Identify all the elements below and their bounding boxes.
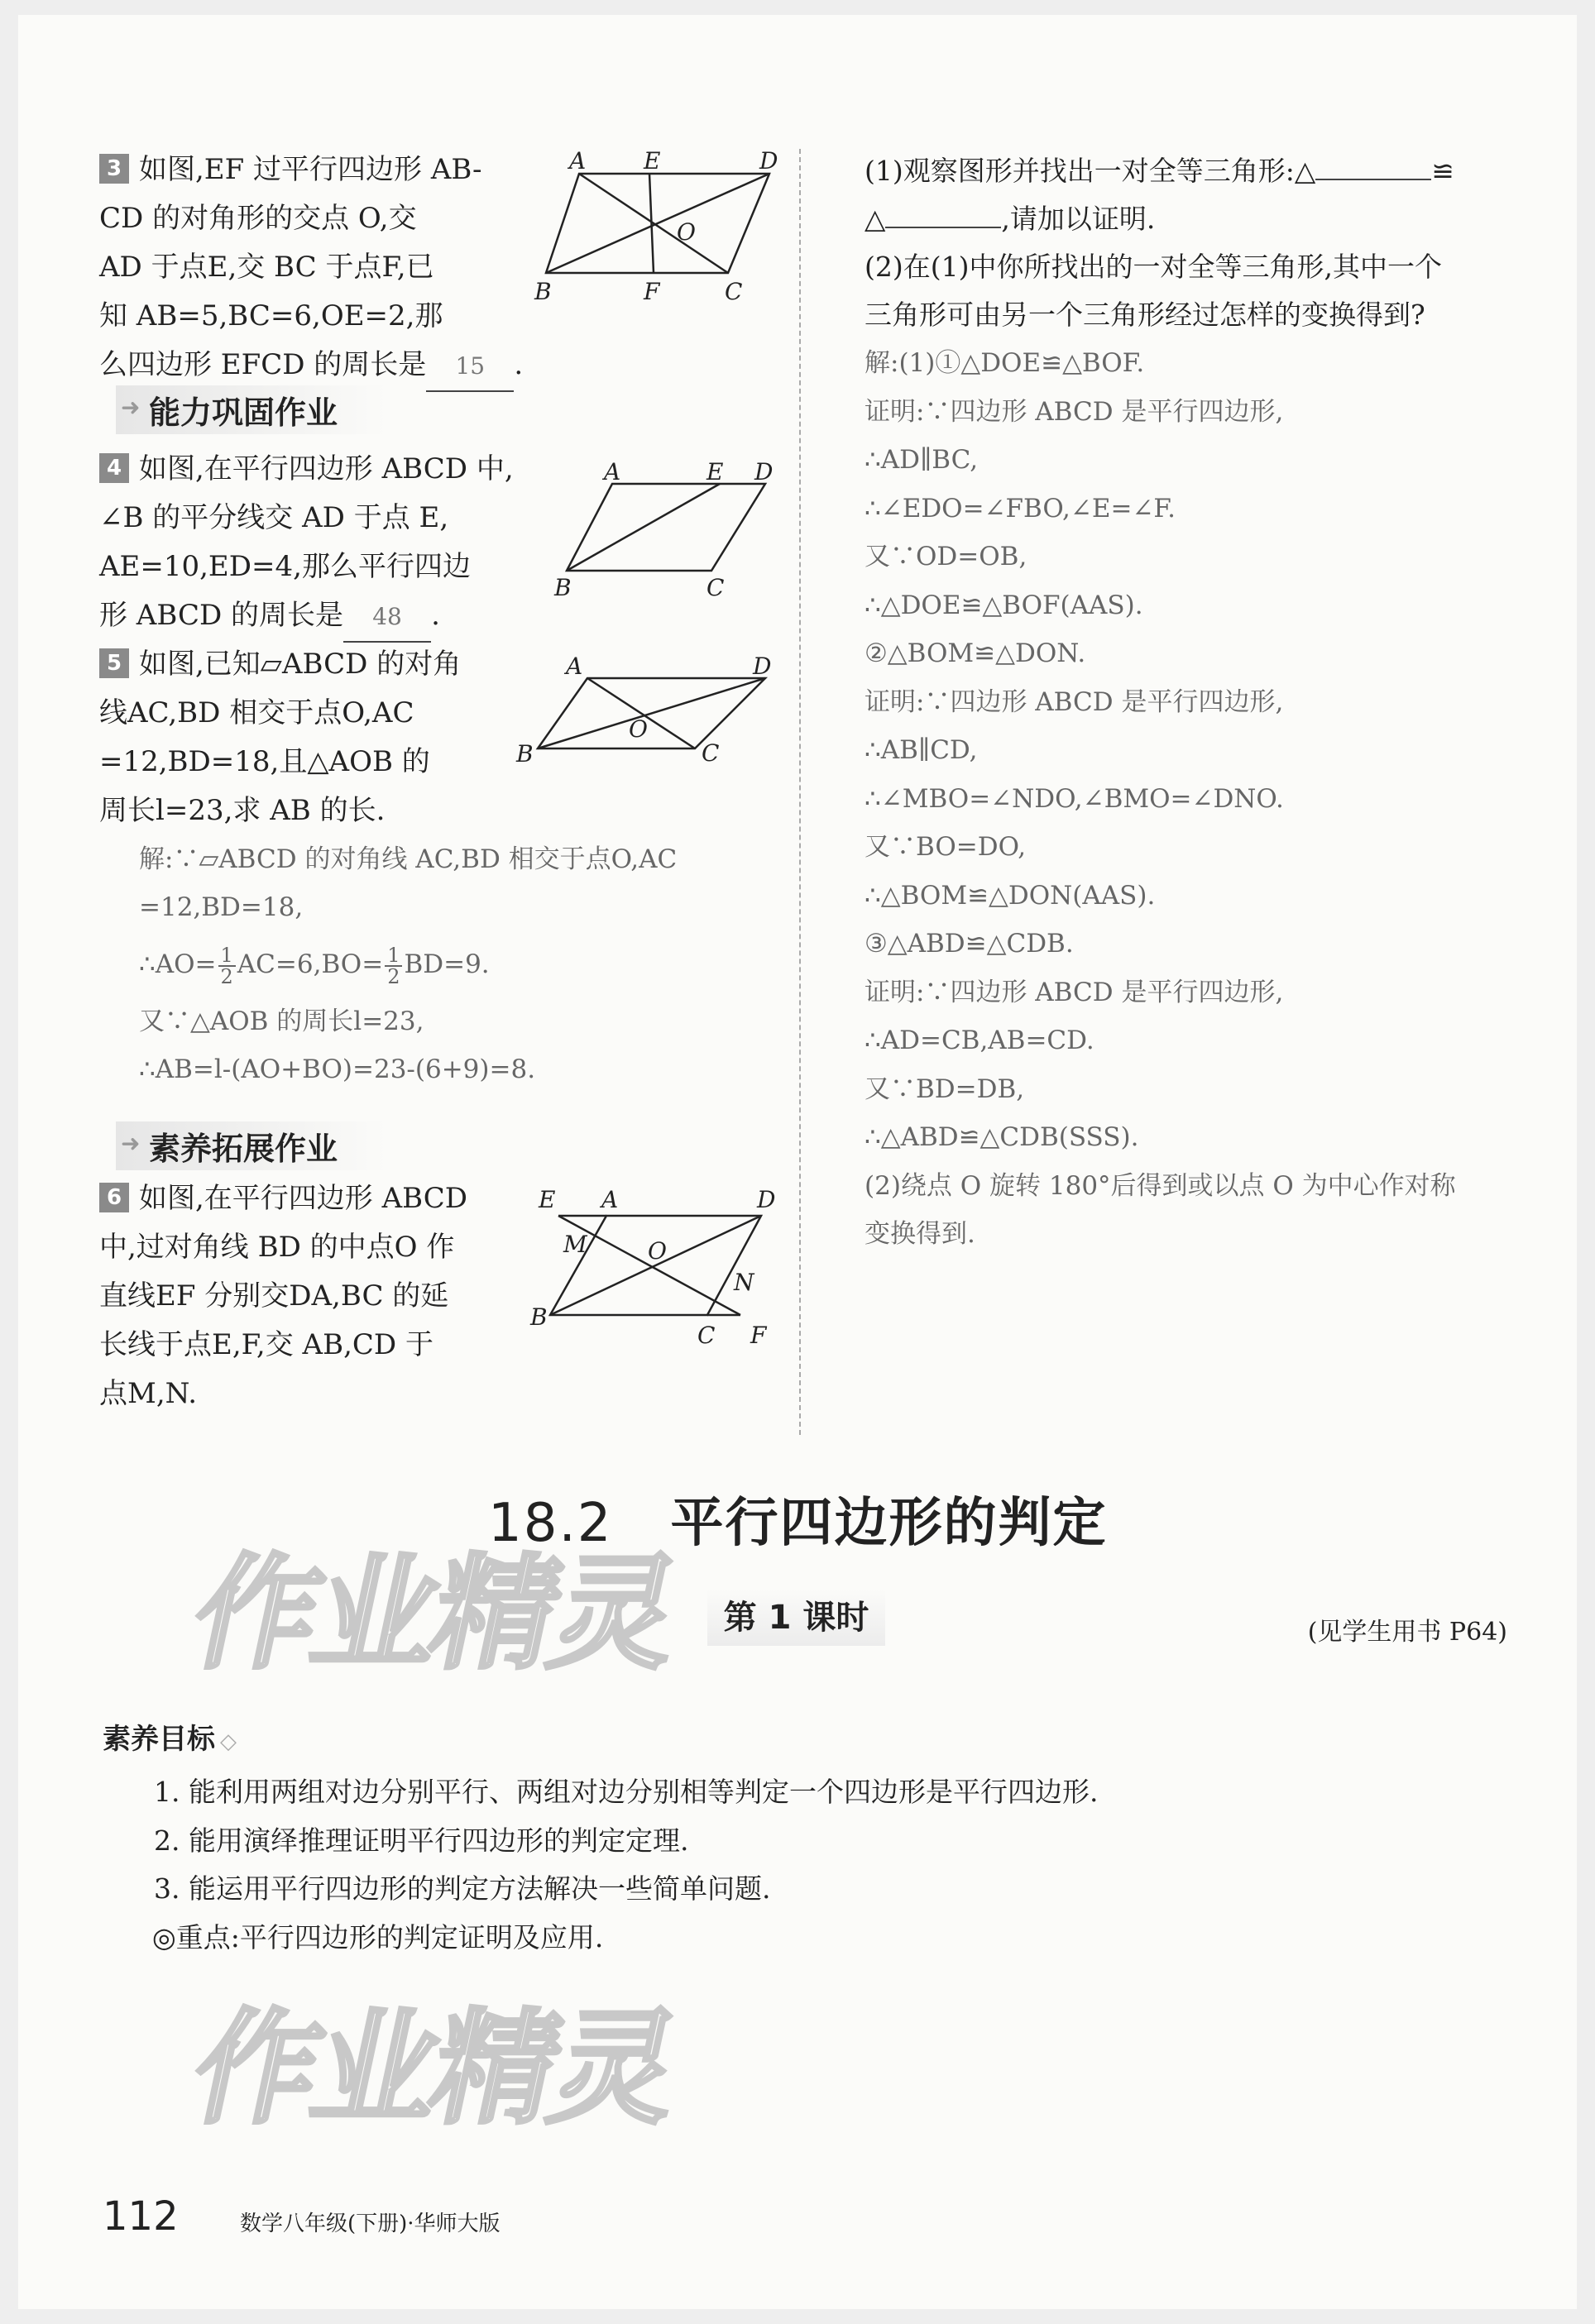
label-A: A bbox=[604, 458, 621, 485]
figure-problem-5 bbox=[513, 649, 786, 786]
watermark: 作业精灵 bbox=[180, 1997, 688, 2141]
column-divider bbox=[799, 149, 801, 1435]
figure-problem-3 bbox=[529, 149, 786, 314]
problem-number: 4 bbox=[99, 453, 129, 483]
problem-number: 3 bbox=[99, 154, 129, 184]
label-A: A bbox=[601, 1186, 619, 1213]
label-D: D bbox=[759, 149, 778, 175]
label-E: E bbox=[644, 149, 661, 175]
fraction: $\frac{1}{2}$ bbox=[385, 945, 402, 987]
label-E: E bbox=[706, 458, 724, 485]
label-O: O bbox=[629, 715, 648, 743]
problem-5: 5 如图,已知▱ABCD 的对角 线AC,BD 相交于点O,AC =12,BD=18,且△AOB 的 周长l=23,求 AB 的长. bbox=[99, 648, 462, 827]
label-D: D bbox=[754, 458, 774, 485]
section-heading-ability: ➜ 能力巩固作业 bbox=[116, 385, 387, 434]
arrow-icon: ➜ bbox=[121, 1130, 141, 1157]
footer: 数学八年级(下册)·华师大版 bbox=[240, 2212, 501, 2236]
arrow-icon: ➜ bbox=[121, 394, 141, 421]
label-D: D bbox=[753, 653, 772, 680]
label-C: C bbox=[702, 739, 720, 767]
label-B: B bbox=[516, 740, 534, 767]
label-E: E bbox=[539, 1186, 556, 1213]
solution-problem-6: 解:(1)①△DOE≌△BOF. 证明:∵四边形 ABCD 是平行四边形, ∴AD∥BC, ∴∠EDO=∠FBO,∠E=∠F. 又∵OD=OB, ∴△DOE≌△BOF(AAS). ②△BOM≌△DON. 证明:∵四边形 ABCD 是平行四边形, ∴AB∥CD, ∴∠MBO=∠NDO,∠BMO=∠DNO. 又∵BO=DO, ∴△BOM≌△DON(AAS). ③△ABD≌△CDB. 证明:∵四边形 ABCD 是平行四边形, ∴AD=CB,AB=CD. 又∵BD=DB, ∴△ABD≌△CDB(SSS). (2)绕点 O 旋转 180°后得到或以点 O 为中心作对称 变换得到. bbox=[865, 348, 1456, 1249]
page-number: 112 bbox=[103, 2193, 179, 2240]
blank bbox=[885, 227, 1001, 228]
label-C: C bbox=[697, 1322, 716, 1348]
figure-problem-4 bbox=[546, 455, 786, 600]
problem-number: 5 bbox=[99, 648, 129, 678]
label-M: M bbox=[563, 1231, 587, 1258]
label-A: A bbox=[569, 149, 587, 175]
label-O: O bbox=[677, 218, 696, 246]
goals-list: 1. 能利用两组对边分别平行、两组对边分别相等判定一个四边形是平行四边形. 2. 能用演绎推理证明平行四边形的判定定理. 3. 能运用平行四边形的判定方法解决一些简单问题. ◎重点:平行四边形的判定证明及应用. bbox=[152, 1776, 1099, 1953]
problem-number: 6 bbox=[99, 1183, 129, 1212]
reference-note: (见学生用书 P64) bbox=[1307, 1618, 1507, 1647]
figure-problem-6 bbox=[525, 1183, 790, 1348]
lesson-label: 第 1 课时 bbox=[707, 1590, 885, 1646]
answer-blank: 48 bbox=[343, 592, 431, 643]
goals-heading: 素养目标 ◇ bbox=[103, 1723, 237, 1756]
label-C: C bbox=[706, 574, 725, 600]
solution-problem-5: 解:∵▱ABCD 的对角线 AC,BD 相交于点O,AC =12,BD=18, ∴AO= $\frac{1}{2}$ AC=6,BO= $\frac{1}{2}$ BD=9. 又∵△AOB 的周长l=23, ∴AB=l-(AO+BO)=23-(6+9)=8. bbox=[139, 844, 678, 1084]
problem-4: 4 如图,在平行四边形 ABCD 中, ∠B 的平分线交 AD 于点 E, AE=10,ED=4,那么平行四边 形 ABCD 的周长是 48 . bbox=[99, 445, 546, 643]
watermark: 作业精灵 bbox=[180, 1542, 688, 1686]
label-F: F bbox=[644, 278, 660, 305]
fraction: $\frac{1}{2}$ bbox=[218, 945, 236, 987]
problem-6: 6 如图,在平行四边形 ABCD 中,过对角线 BD 的中点O 作 直线EF 分别交DA,BC 的延 长线于点E,F,交 AB,CD 于 点M,N. bbox=[99, 1182, 468, 1410]
label-A: A bbox=[566, 653, 583, 680]
section-heading-extension: ➜ 素养拓展作业 bbox=[116, 1121, 387, 1170]
diamond-icon: ◇ bbox=[220, 1729, 237, 1754]
answer-blank: 15 bbox=[426, 342, 514, 392]
label-D: D bbox=[757, 1186, 776, 1213]
label-F: F bbox=[750, 1322, 767, 1348]
label-B: B bbox=[554, 574, 572, 600]
problem-6-continued: (1)观察图形并找出一对全等三角形:△ ≌ △ ,请加以证明. (2)在(1)中你所找出的一对全等三角形,其中一个 三角形可由另一个三角形经过怎样的变换得到? 解:(1)①△DOE≌△BOF. 证明:∵四边形 ABCD 是平行四边形, ∴AD∥BC, ∴∠EDO=∠FBO,∠E=∠F. 又∵OD=OB, ∴△DOE≌△BOF(AAS). ②△BOM≌△DON. 证明:∵四边形 ABCD 是平行四边形, ∴AB∥CD, ∴∠MBO=∠NDO,∠BMO=∠DNO. 又∵BO=DO, ∴△BOM≌△DON(AAS). ③△ABD≌△CDB. 证明:∵四边形 ABCD 是平行四边形, ∴AD=CB,AB=CD. 又∵BD=DB, ∴△ABD≌△CDB(SSS). (2)绕点 O 旋转 180°后得到或以点 O 为中心作对称 变换得到. bbox=[865, 147, 1518, 1259]
section-title: 18.2 平行四边形的判定 bbox=[488, 1492, 1108, 1554]
problem-3: 3 如图,EF 过平行四边形 AB- CD 的对角形的交点 O,交 AD 于点E,交 BC 于点F,已 知 AB=5,BC=6,OE=2,那 么四边形 EFCD 的周长是 15 . bbox=[99, 146, 529, 392]
label-B: B bbox=[530, 1303, 548, 1331]
label-B: B bbox=[534, 278, 552, 305]
label-N: N bbox=[734, 1269, 754, 1296]
label-O: O bbox=[648, 1237, 667, 1265]
label-C: C bbox=[725, 278, 743, 305]
blank bbox=[1315, 179, 1431, 180]
